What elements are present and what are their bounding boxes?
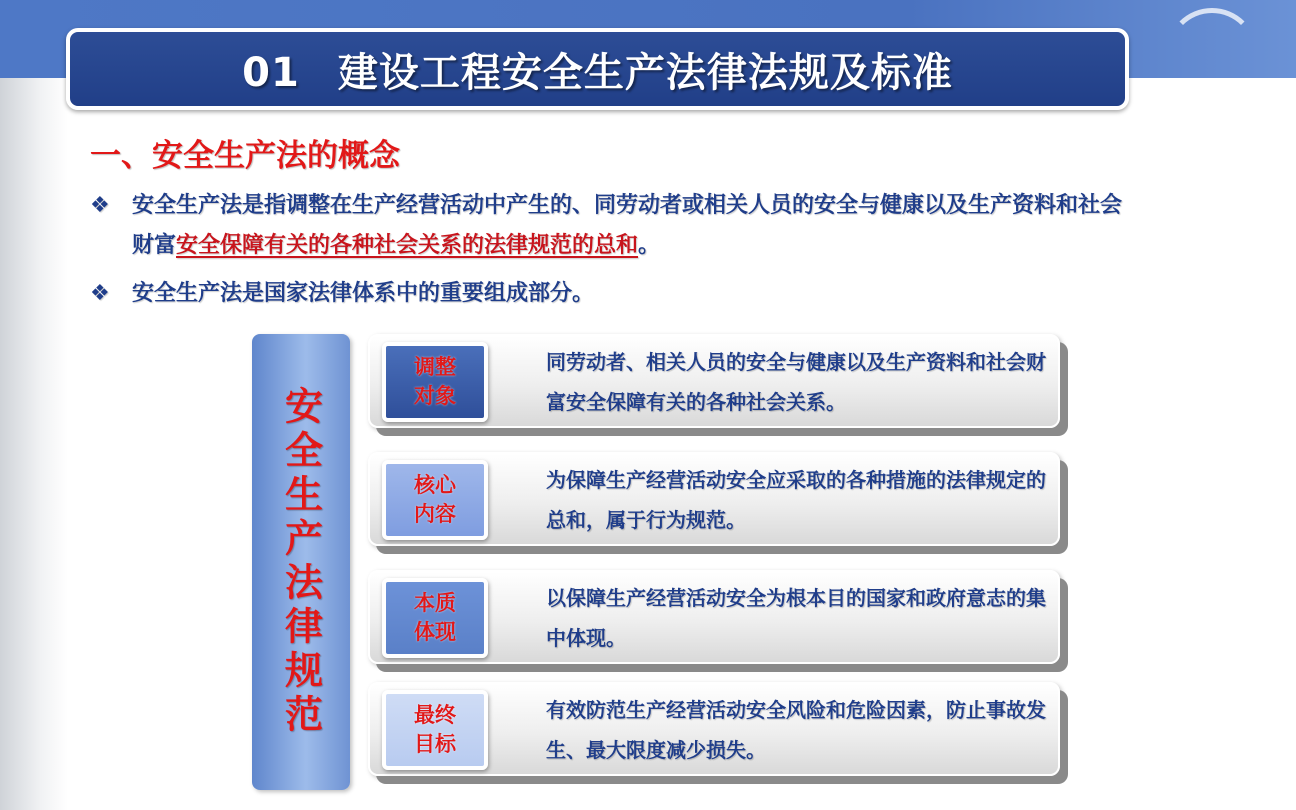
row-tag-label: 调整对象 xyxy=(414,355,456,408)
bullet-definition xyxy=(90,186,1132,266)
row-tag xyxy=(382,578,488,658)
title-bar xyxy=(66,28,1129,110)
row-description: 同劳动者、相关人员的安全与健康以及生产资料和社会财富安全保障有关的各种社会关系。 xyxy=(546,350,1046,414)
diagram-row-final-goal xyxy=(368,682,1060,776)
row-description: 有效防范生产经营活动安全风险和危险因素，防止事故发生、最大限度减少损失。 xyxy=(546,698,1046,762)
diagram-row-essence xyxy=(368,570,1060,664)
row-tag-label: 最终目标 xyxy=(414,703,456,756)
bullet-text-main: 安全生产法是指调整在生产经营活动中产生的、同劳动者或相关人员的安全与健康以及生产资料和社会财富 xyxy=(132,193,1123,258)
bullet-diamond-icon: ❖ xyxy=(90,193,110,218)
section-heading: 一、安全生产法的概念 xyxy=(90,138,400,174)
title-label: 建设工程安全生产法律法规及标准 xyxy=(337,49,953,96)
row-tag xyxy=(382,342,488,422)
title-number: 01 xyxy=(242,49,300,96)
diagram-vertical-label: 安全生产法律规范 xyxy=(278,386,323,738)
decorative-arc xyxy=(1166,8,1258,100)
diagram-row-core-content xyxy=(368,452,1060,546)
row-tag xyxy=(382,690,488,770)
diagram-vertical-label-box xyxy=(252,334,350,790)
row-description: 以保障生产经营活动安全为根本目的国家和政府意志的集中体现。 xyxy=(546,586,1046,650)
bullet-highlight: 安全保障有关的各种社会关系的法律规范的总和 xyxy=(176,233,639,258)
row-description: 为保障生产经营活动安全应采取的各种措施的法律规定的总和，属于行为规范。 xyxy=(546,468,1046,532)
page-title xyxy=(242,41,953,98)
row-tag-label: 本质体现 xyxy=(414,591,456,644)
bullet-diamond-icon: ❖ xyxy=(90,281,110,306)
bullet-importance xyxy=(90,274,1132,314)
row-tag xyxy=(382,460,488,540)
row-tag-label: 核心内容 xyxy=(414,473,456,526)
diagram-row-adjust-object xyxy=(368,334,1060,428)
bullet-text xyxy=(132,186,1132,266)
bullet-text-end: 。 xyxy=(638,233,661,258)
bullet-text: 安全生产法是国家法律体系中的重要组成部分。 xyxy=(132,281,595,306)
left-decor-strip xyxy=(0,78,68,810)
